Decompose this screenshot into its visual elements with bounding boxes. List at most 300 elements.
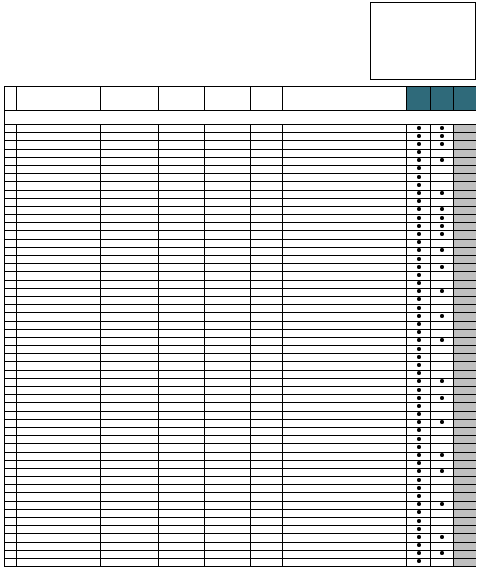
table-row (5, 305, 477, 313)
table-cell (283, 370, 407, 378)
marker-cell (407, 485, 431, 493)
table-cell (17, 215, 101, 223)
table-cell (17, 378, 101, 386)
table-cell (205, 378, 251, 386)
table-cell (17, 206, 101, 214)
marker-cell (454, 272, 477, 280)
marker-cell (431, 239, 454, 247)
bullet-dot-icon (417, 379, 421, 383)
table-cell (17, 296, 101, 304)
table-cell (159, 395, 205, 403)
table-cell (251, 485, 283, 493)
table-cell (5, 329, 17, 337)
table-cell (283, 256, 407, 264)
table-cell (251, 387, 283, 395)
bullet-dot-icon (417, 150, 421, 154)
table-cell (205, 427, 251, 435)
bullet-dot-icon (417, 445, 421, 449)
table-cell (251, 493, 283, 501)
table-cell (205, 305, 251, 313)
table-cell (17, 485, 101, 493)
table-cell (205, 550, 251, 558)
bullet-dot-icon (417, 347, 421, 351)
table-cell (5, 460, 17, 468)
table-cell (5, 182, 17, 190)
table-cell (5, 321, 17, 329)
marker-cell (454, 518, 477, 526)
table-cell (159, 264, 205, 272)
table-cell (283, 362, 407, 370)
table-row (5, 247, 477, 255)
column-header (205, 87, 251, 111)
bullet-dot-icon (417, 355, 421, 359)
table-cell (251, 296, 283, 304)
marker-cell (454, 477, 477, 485)
table-row (5, 518, 477, 526)
table-cell (5, 239, 17, 247)
marker-cell (454, 157, 477, 165)
bullet-dot-icon (440, 216, 444, 220)
bullet-dot-icon (440, 396, 444, 400)
table-cell (17, 452, 101, 460)
table-cell (205, 264, 251, 272)
marker-cell (454, 501, 477, 509)
table-cell (251, 141, 283, 149)
marker-cell (454, 174, 477, 182)
bullet-dot-icon (417, 199, 421, 203)
bullet-dot-icon (417, 371, 421, 375)
table-cell (17, 354, 101, 362)
bullet-dot-icon (417, 191, 421, 195)
table-cell (251, 190, 283, 198)
marker-cell (407, 387, 431, 395)
marker-cell (407, 215, 431, 223)
table-row (5, 182, 477, 190)
marker-cell (407, 452, 431, 460)
table-cell (101, 444, 159, 452)
table-cell (283, 427, 407, 435)
marker-cell (431, 133, 454, 141)
table-row (5, 346, 477, 354)
marker-cell (431, 313, 454, 321)
table-body (5, 111, 477, 567)
column-header (283, 87, 407, 111)
table-cell (205, 280, 251, 288)
marker-cell (431, 337, 454, 345)
table-cell (205, 395, 251, 403)
table-cell (205, 215, 251, 223)
bullet-dot-icon (417, 428, 421, 432)
marker-cell (431, 182, 454, 190)
table-row (5, 337, 477, 345)
marker-cell (407, 247, 431, 255)
marker-cell (431, 264, 454, 272)
table-cell (101, 395, 159, 403)
table-cell (5, 198, 17, 206)
bullet-dot-icon (417, 535, 421, 539)
marker-cell (407, 403, 431, 411)
marker-cell (407, 460, 431, 468)
table-row (5, 550, 477, 558)
marker-cell (407, 362, 431, 370)
table-cell (5, 542, 17, 550)
table-cell (17, 518, 101, 526)
table-cell (159, 387, 205, 395)
marker-cell (454, 378, 477, 386)
table-cell (101, 346, 159, 354)
table-cell (205, 436, 251, 444)
table-cell (17, 190, 101, 198)
bullet-dot-icon (417, 134, 421, 138)
table-cell (5, 223, 17, 231)
table-cell (101, 387, 159, 395)
bullet-dot-icon (417, 158, 421, 162)
legend-line-5 (374, 41, 472, 50)
table-cell (159, 378, 205, 386)
table-cell (283, 190, 407, 198)
table-cell (5, 378, 17, 386)
marker-cell (454, 526, 477, 534)
table-cell (205, 534, 251, 542)
table-cell (5, 174, 17, 182)
table-cell (17, 165, 101, 173)
table-cell (159, 534, 205, 542)
bullet-dot-icon (417, 257, 421, 261)
table-cell (283, 198, 407, 206)
column-header (17, 87, 101, 111)
table-cell (159, 305, 205, 313)
legend-line-1 (374, 5, 472, 14)
marker-cell (431, 378, 454, 386)
marker-cell (454, 198, 477, 206)
table-cell (251, 419, 283, 427)
table-cell (17, 387, 101, 395)
table-cell (205, 509, 251, 517)
bullet-dot-icon (417, 486, 421, 490)
table-cell (205, 526, 251, 534)
table-cell (5, 395, 17, 403)
marker-cell (431, 468, 454, 476)
table-cell (17, 444, 101, 452)
table-cell (101, 403, 159, 411)
marker-cell (407, 542, 431, 550)
table-row (5, 264, 477, 272)
table-cell (283, 288, 407, 296)
bullet-dot-icon (417, 126, 421, 130)
column-header (407, 87, 431, 111)
table-cell (159, 133, 205, 141)
table-cell (205, 329, 251, 337)
table-cell (205, 190, 251, 198)
section-title (5, 111, 477, 125)
table-cell (251, 206, 283, 214)
table-cell (101, 206, 159, 214)
table-header-row (5, 87, 477, 111)
table-cell (251, 362, 283, 370)
table-cell (205, 125, 251, 133)
marker-cell (407, 141, 431, 149)
marker-cell (454, 165, 477, 173)
marker-cell (454, 223, 477, 231)
table-cell (283, 526, 407, 534)
marker-cell (454, 370, 477, 378)
table-cell (251, 550, 283, 558)
bullet-dot-icon (417, 330, 421, 334)
table-cell (283, 231, 407, 239)
table-cell (101, 174, 159, 182)
legend-line-3 (374, 23, 472, 32)
marker-cell (454, 190, 477, 198)
bullet-dot-icon (440, 248, 444, 252)
table-cell (205, 387, 251, 395)
marker-cell (407, 125, 431, 133)
table-cell (101, 534, 159, 542)
bullet-dot-icon (417, 240, 421, 244)
marker-cell (454, 550, 477, 558)
table-cell (5, 305, 17, 313)
table-cell (101, 460, 159, 468)
table-cell (251, 264, 283, 272)
table-cell (17, 501, 101, 509)
marker-cell (407, 526, 431, 534)
table-cell (283, 280, 407, 288)
marker-cell (431, 460, 454, 468)
table-cell (17, 526, 101, 534)
table-cell (205, 223, 251, 231)
bullet-dot-icon (417, 543, 421, 547)
status-table (4, 86, 476, 567)
table-cell (5, 550, 17, 558)
column-header (159, 87, 205, 111)
marker-cell (407, 133, 431, 141)
marker-cell (454, 231, 477, 239)
table-cell (159, 182, 205, 190)
marker-cell (454, 239, 477, 247)
table-cell (205, 239, 251, 247)
table-cell (159, 526, 205, 534)
table-cell (5, 272, 17, 280)
table-cell (159, 403, 205, 411)
table-cell (17, 141, 101, 149)
table-cell (251, 329, 283, 337)
table-row (5, 329, 477, 337)
table-row (5, 485, 477, 493)
marker-cell (454, 534, 477, 542)
table-cell (205, 141, 251, 149)
table-cell (101, 509, 159, 517)
marker-cell (431, 477, 454, 485)
table-row (5, 403, 477, 411)
table-cell (251, 198, 283, 206)
table-cell (17, 468, 101, 476)
bullet-dot-icon (440, 191, 444, 195)
table-cell (17, 305, 101, 313)
table-row (5, 280, 477, 288)
table-cell (17, 313, 101, 321)
table-cell (101, 305, 159, 313)
marker-cell (454, 460, 477, 468)
table-cell (205, 149, 251, 157)
marker-cell (431, 387, 454, 395)
marker-cell (431, 444, 454, 452)
table-cell (17, 427, 101, 435)
table-cell (17, 157, 101, 165)
table-row (5, 452, 477, 460)
table-cell (101, 165, 159, 173)
bullet-dot-icon (440, 338, 444, 342)
table-row (5, 411, 477, 419)
table-cell (283, 403, 407, 411)
table-cell (283, 149, 407, 157)
table-cell (17, 321, 101, 329)
table-cell (159, 542, 205, 550)
table-cell (5, 264, 17, 272)
table-cell (159, 157, 205, 165)
marker-cell (431, 280, 454, 288)
table-cell (283, 452, 407, 460)
bullet-dot-icon (417, 248, 421, 252)
table-cell (205, 247, 251, 255)
table-cell (159, 427, 205, 435)
table-cell (159, 493, 205, 501)
table-cell (251, 460, 283, 468)
column-header (431, 87, 454, 111)
table-cell (283, 436, 407, 444)
bullet-dot-icon (417, 297, 421, 301)
table-cell (205, 231, 251, 239)
marker-cell (431, 174, 454, 182)
table-cell (251, 247, 283, 255)
table-cell (205, 182, 251, 190)
marker-cell (454, 387, 477, 395)
table-row (5, 296, 477, 304)
table-cell (251, 321, 283, 329)
table-cell (283, 485, 407, 493)
marker-cell (454, 354, 477, 362)
legend-line-7 (374, 59, 472, 68)
table-cell (283, 165, 407, 173)
table-cell (101, 411, 159, 419)
table-cell (17, 403, 101, 411)
table-cell (5, 288, 17, 296)
table-cell (101, 182, 159, 190)
table-cell (17, 198, 101, 206)
marker-cell (431, 321, 454, 329)
table-cell (159, 174, 205, 182)
table-cell (159, 354, 205, 362)
table-cell (17, 419, 101, 427)
marker-cell (407, 419, 431, 427)
marker-cell (454, 206, 477, 214)
marker-cell (431, 190, 454, 198)
table-cell (17, 493, 101, 501)
bullet-dot-icon (440, 134, 444, 138)
marker-cell (431, 501, 454, 509)
marker-cell (454, 288, 477, 296)
table-row (5, 509, 477, 517)
marker-cell (431, 149, 454, 157)
table-cell (101, 133, 159, 141)
table-cell (205, 362, 251, 370)
table-cell (101, 280, 159, 288)
table-cell (5, 526, 17, 534)
marker-cell (431, 215, 454, 223)
table-cell (101, 223, 159, 231)
marker-cell (454, 337, 477, 345)
table-row (5, 526, 477, 534)
table-cell (251, 354, 283, 362)
marker-cell (431, 411, 454, 419)
marker-cell (431, 452, 454, 460)
table-cell (283, 444, 407, 452)
table-cell (5, 518, 17, 526)
marker-cell (431, 526, 454, 534)
table-cell (17, 272, 101, 280)
marker-cell (407, 477, 431, 485)
table-cell (251, 174, 283, 182)
table-cell (251, 509, 283, 517)
table-cell (101, 125, 159, 133)
table-cell (283, 305, 407, 313)
marker-cell (407, 313, 431, 321)
table-cell (251, 436, 283, 444)
table-cell (5, 149, 17, 157)
bullet-dot-icon (417, 281, 421, 285)
marker-cell (454, 444, 477, 452)
marker-cell (431, 329, 454, 337)
marker-cell (454, 133, 477, 141)
marker-cell (454, 141, 477, 149)
column-header (454, 87, 477, 111)
marker-cell (431, 427, 454, 435)
marker-cell (454, 256, 477, 264)
table-cell (101, 518, 159, 526)
bullet-dot-icon (440, 224, 444, 228)
bullet-dot-icon (440, 232, 444, 236)
marker-cell (431, 403, 454, 411)
table-cell (159, 321, 205, 329)
marker-cell (431, 231, 454, 239)
marker-cell (407, 337, 431, 345)
table-cell (205, 460, 251, 468)
table-cell (101, 378, 159, 386)
marker-cell (454, 411, 477, 419)
marker-cell (407, 264, 431, 272)
marker-cell (454, 509, 477, 517)
table-cell (283, 419, 407, 427)
marker-cell (407, 329, 431, 337)
table-cell (17, 264, 101, 272)
marker-cell (431, 436, 454, 444)
marker-cell (407, 395, 431, 403)
table-cell (17, 280, 101, 288)
table-cell (205, 337, 251, 345)
marker-cell (454, 542, 477, 550)
bullet-dot-icon (417, 559, 421, 563)
table-cell (283, 337, 407, 345)
marker-cell (454, 468, 477, 476)
table-cell (251, 215, 283, 223)
table-cell (283, 468, 407, 476)
table-cell (101, 329, 159, 337)
table-cell (17, 231, 101, 239)
table-cell (101, 542, 159, 550)
table-row (5, 239, 477, 247)
table-cell (205, 198, 251, 206)
table-cell (101, 215, 159, 223)
marker-cell (407, 305, 431, 313)
table-row (5, 419, 477, 427)
